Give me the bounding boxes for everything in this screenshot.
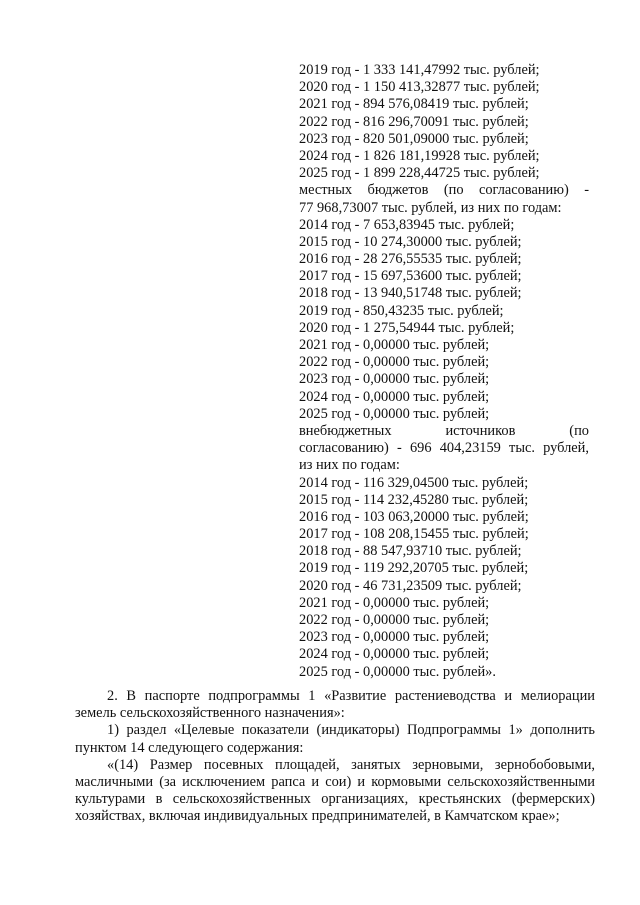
local-year-line: 2020 год - 1 275,54944 тыс. рублей; bbox=[299, 319, 515, 336]
local-year-line: 2022 год - 0,00000 тыс. рублей; bbox=[299, 354, 490, 371]
local-year-line: 2023 год - 0,00000 тыс. рублей; bbox=[299, 371, 490, 388]
local-year-line: 2018 год - 13 940,51748 тыс. рублей; bbox=[299, 285, 522, 302]
extra-year-line: 2016 год - 103 063,20000 тыс. рублей; bbox=[299, 508, 529, 525]
local-year-line: 2024 год - 0,00000 тыс. рублей; bbox=[299, 388, 490, 405]
budget-year-line: 2024 год - 1 826 181,19928 тыс. рублей; bbox=[299, 147, 540, 164]
paragraph-indicator-14: «(14) Размер посевных площадей, занятых зерновыми, зернобобовыми, масличными (за исключением рапса и сои) и кормовыми сельскохозяйственными культурами в сельскохозяйственных организациях, крестьянских (фермерских) хозяйствах, включая индивидуальных предпринимателей, в Камчатском крае»; bbox=[75, 756, 595, 825]
paragraph-item-2-1: 1) раздел «Целевые показатели (индикаторы) Подпрограммы 1» дополнить пунктом 14 следующего содержания: bbox=[75, 722, 595, 756]
extra-year-line: 2018 год - 88 547,93710 тыс. рублей; bbox=[299, 543, 522, 560]
budget-year-line: 2025 год - 1 899 228,44725 тыс. рублей; bbox=[299, 165, 540, 182]
local-year-line: 2016 год - 28 276,55535 тыс. рублей; bbox=[299, 251, 522, 268]
budget-year-line: 2020 год - 1 150 413,32877 тыс. рублей; bbox=[299, 79, 540, 96]
paragraph-item-2: 2. В паспорте подпрограммы 1 «Развитие растениеводства и мелиорации земель сельскохозяйственного назначения»: bbox=[75, 688, 595, 722]
local-year-line: 2017 год - 15 697,53600 тыс. рублей; bbox=[299, 268, 522, 285]
local-budgets-heading: местных бюджетов (по согласованию) - bbox=[299, 182, 589, 199]
local-year-line: 2019 год - 850,43235 тыс. рублей; bbox=[299, 302, 504, 319]
local-year-line: 2015 год - 10 274,30000 тыс. рублей; bbox=[299, 233, 522, 250]
extra-year-line: 2020 год - 46 731,23509 тыс. рублей; bbox=[299, 577, 522, 594]
funding-column bbox=[299, 62, 589, 681]
extra-year-line: 2024 год - 0,00000 тыс. рублей; bbox=[299, 646, 490, 663]
extra-year-line: 2015 год - 114 232,45280 тыс. рублей; bbox=[299, 491, 529, 508]
budget-year-line: 2021 год - 894 576,08419 тыс. рублей; bbox=[299, 96, 529, 113]
extra-year-line: 2022 год - 0,00000 тыс. рублей; bbox=[299, 612, 490, 628]
budget-year-line: 2022 год - 816 296,70091 тыс. рублей; bbox=[299, 113, 529, 130]
extra-budget-total: согласованию) - 696 404,23159 тыс. рублей, bbox=[299, 440, 589, 457]
budget-year-line: 2019 год - 1 333 141,47992 тыс. рублей; bbox=[299, 62, 540, 78]
extra-year-line: 2017 год - 108 208,15455 тыс. рублей; bbox=[299, 526, 529, 543]
body-text bbox=[75, 688, 595, 826]
budget-year-line: 2023 год - 820 501,09000 тыс. рублей; bbox=[299, 130, 529, 147]
extra-budget-heading: внебюджетных источников (по bbox=[299, 422, 589, 439]
extra-year-line: 2023 год - 0,00000 тыс. рублей; bbox=[299, 629, 490, 646]
extra-year-line: 2014 год - 116 329,04500 тыс. рублей; bbox=[299, 474, 529, 491]
extra-budget-by-years: из них по годам: bbox=[299, 457, 400, 474]
extra-year-line: 2019 год - 119 292,20705 тыс. рублей; bbox=[299, 560, 529, 577]
local-budgets-total: 77 968,73007 тыс. рублей, из них по годам: bbox=[299, 199, 562, 216]
local-year-line: 2021 год - 0,00000 тыс. рублей; bbox=[299, 337, 490, 353]
local-year-line: 2025 год - 0,00000 тыс. рублей; bbox=[299, 405, 490, 422]
extra-year-line: 2025 год - 0,00000 тыс. рублей». bbox=[299, 663, 496, 680]
local-year-line: 2014 год - 7 653,83945 тыс. рублей; bbox=[299, 216, 515, 233]
extra-year-line: 2021 год - 0,00000 тыс. рублей; bbox=[299, 594, 490, 611]
